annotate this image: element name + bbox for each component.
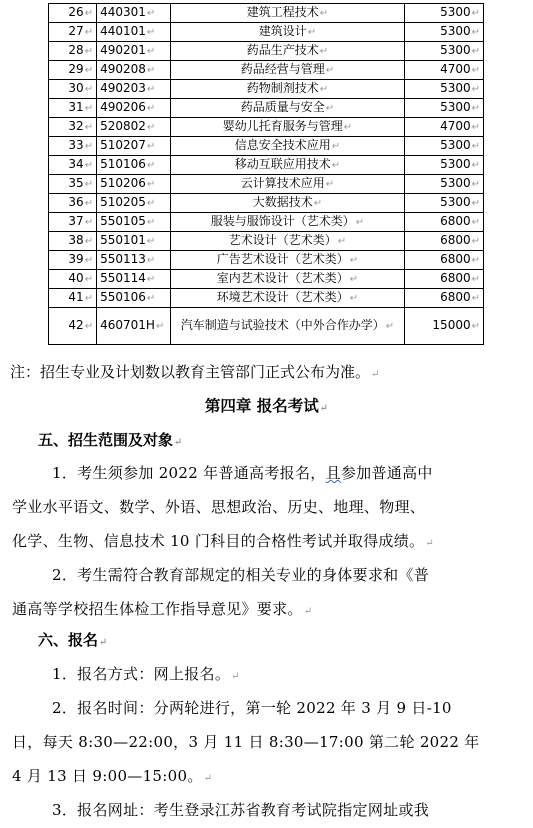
paragraph-line: 2．报名时间：分两轮进行，第一轮 2022 年 3 月 9 日-10 xyxy=(52,699,452,717)
major-code-cell xyxy=(97,61,171,80)
row-number-cell-text: 33 xyxy=(68,138,84,152)
major-code-cell xyxy=(97,137,171,156)
major-name-cell-text: 云计算技术应用 xyxy=(240,176,325,190)
table-row xyxy=(49,61,484,80)
major-code-cell xyxy=(97,80,171,99)
row-number-cell xyxy=(49,308,97,345)
table-row xyxy=(49,80,484,99)
major-name-cell-text: 环境艺术设计（艺术类） xyxy=(216,290,349,304)
paragraph-mark: ↵ xyxy=(471,27,480,38)
tuition-cell-text: 6800 xyxy=(440,233,471,247)
major-name-cell xyxy=(170,80,404,99)
tuition-cell xyxy=(405,289,484,308)
paragraph-mark: ↵ xyxy=(349,255,359,266)
paragraph-mark: ↵ xyxy=(471,84,480,95)
major-code-cell xyxy=(97,4,171,23)
major-code-cell-text: 460701H xyxy=(100,318,155,332)
tuition-cell-text: 5300 xyxy=(440,176,471,190)
row-number-cell xyxy=(49,118,97,137)
paragraph-mark: ↵ xyxy=(84,321,94,332)
row-number-cell xyxy=(49,23,97,42)
paragraph-mark: ↵ xyxy=(331,141,341,152)
paragraph-mark: ↵ xyxy=(313,198,323,209)
major-name-cell-text: 艺术设计（艺术类） xyxy=(228,233,337,247)
tuition-cell xyxy=(405,270,484,289)
paragraph-mark: ↵ xyxy=(146,65,156,76)
paragraph-mark: ↵ xyxy=(146,179,156,190)
paragraph-mark: ↵ xyxy=(471,217,480,228)
table-row xyxy=(49,175,484,194)
table-row xyxy=(49,289,484,308)
enrollment-plan-table xyxy=(48,3,484,345)
table-body xyxy=(49,4,484,345)
paragraph-mark: ↵ xyxy=(471,122,480,133)
major-code-cell xyxy=(97,270,171,289)
row-number-cell-text: 39 xyxy=(68,252,84,266)
row-number-cell xyxy=(49,80,97,99)
tuition-cell xyxy=(405,156,484,175)
paragraph-line: 1．报名方式：网上报名。↵ xyxy=(52,665,240,683)
note-paragraph: 注：招生专业及计划数以教育主管部门正式公布为准。↵ xyxy=(10,363,380,381)
major-name-cell xyxy=(170,175,404,194)
paragraph-mark: ↵ xyxy=(337,236,347,247)
paragraph-line: 2．考生需符合教育部规定的相关专业的身体要求和《普 xyxy=(52,566,430,584)
tuition-cell-text: 5300 xyxy=(440,43,471,57)
row-number-cell-text: 28 xyxy=(68,43,84,57)
major-code-cell xyxy=(97,118,171,137)
major-name-cell xyxy=(170,232,404,251)
paragraph-mark: ↵ xyxy=(471,198,480,209)
table-row xyxy=(49,251,484,270)
paragraph-mark: ↵ xyxy=(471,141,480,152)
tuition-cell xyxy=(405,232,484,251)
paragraph-mark: ↵ xyxy=(146,46,156,57)
major-name-cell xyxy=(170,137,404,156)
tuition-cell xyxy=(405,251,484,270)
tuition-cell xyxy=(405,42,484,61)
table-row xyxy=(49,99,484,118)
tuition-cell-text: 4700 xyxy=(440,119,471,133)
major-name-cell-text: 服装与服饰设计（艺术类） xyxy=(210,214,355,228)
row-number-cell-text: 36 xyxy=(68,195,84,209)
tuition-cell xyxy=(405,61,484,80)
paragraph-mark: ↵ xyxy=(319,84,329,95)
tuition-cell xyxy=(405,99,484,118)
major-name-cell-text: 汽车制造与试验技术（中外合作办学） xyxy=(180,318,385,332)
major-name-cell xyxy=(170,61,404,80)
major-name-cell-text: 移动互联应用技术 xyxy=(234,157,331,171)
paragraph-line: 4 月 13 日 9:00—15:00。↵ xyxy=(12,767,213,785)
major-code-cell-text: 490203 xyxy=(100,81,146,95)
paragraph-mark: ↵ xyxy=(155,321,165,332)
table-row xyxy=(49,42,484,61)
major-code-cell-text: 510207 xyxy=(100,138,146,152)
row-number-cell xyxy=(49,213,97,232)
paragraph-mark: ↵ xyxy=(84,27,94,38)
paragraph-mark: ↵ xyxy=(84,122,94,133)
tuition-cell xyxy=(405,308,484,345)
paragraph-line: 学业水平语文、数学、外语、思想政治、历史、地理、物理、 xyxy=(12,498,426,516)
paragraph-mark: ↵ xyxy=(471,46,480,57)
paragraph-mark: ↵ xyxy=(349,274,359,285)
major-code-cell xyxy=(97,194,171,213)
major-name-cell-text: 大数据技术 xyxy=(252,195,313,209)
table-row xyxy=(49,232,484,251)
major-name-cell-text: 药品经营与管理 xyxy=(240,62,325,76)
major-name-cell-text: 信息安全技术应用 xyxy=(234,138,331,152)
major-code-cell xyxy=(97,308,171,345)
table-row xyxy=(49,118,484,137)
major-code-cell xyxy=(97,232,171,251)
row-number-cell-text: 41 xyxy=(68,290,84,304)
major-code-cell-text: 490208 xyxy=(100,62,146,76)
table-row xyxy=(49,156,484,175)
paragraph-line: 3．报名网址：考生登录江苏省教育考试院指定网址或我 xyxy=(52,801,430,819)
paragraph-mark: ↵ xyxy=(471,236,480,247)
major-name-cell xyxy=(170,42,404,61)
table-row xyxy=(49,213,484,232)
major-code-cell xyxy=(97,23,171,42)
section-heading-scope: 五、招生范围及对象↵ xyxy=(38,431,183,449)
paragraph-mark: ↵ xyxy=(84,179,94,190)
tuition-cell-text: 6800 xyxy=(440,214,471,228)
table-row xyxy=(49,137,484,156)
paragraph-mark: ↵ xyxy=(349,293,359,304)
row-number-cell xyxy=(49,61,97,80)
row-number-cell-text: 29 xyxy=(68,62,84,76)
major-code-cell xyxy=(97,251,171,270)
paragraph-mark: ↵ xyxy=(84,46,94,57)
paragraph-mark: ↵ xyxy=(471,8,480,19)
table-row xyxy=(49,4,484,23)
paragraph-mark: ↵ xyxy=(84,274,94,285)
major-code-cell-text: 440301 xyxy=(100,5,146,19)
table-row xyxy=(49,270,484,289)
paragraph-mark: ↵ xyxy=(471,293,480,304)
row-number-cell-text: 40 xyxy=(68,271,84,285)
major-name-cell-text: 药物制剂技术 xyxy=(246,81,319,95)
row-number-cell xyxy=(49,194,97,213)
major-code-cell-text: 510206 xyxy=(100,176,146,190)
paragraph-mark: ↵ xyxy=(319,46,329,57)
paragraph-mark: ↵ xyxy=(331,160,341,171)
major-code-cell-text: 550105 xyxy=(100,214,146,228)
major-name-cell-text: 建筑设计 xyxy=(258,24,307,38)
major-code-cell xyxy=(97,289,171,308)
tuition-cell-text: 4700 xyxy=(440,62,471,76)
major-name-cell xyxy=(170,213,404,232)
major-code-cell xyxy=(97,42,171,61)
major-code-cell xyxy=(97,213,171,232)
paragraph-line: 1．考生须参加 2022 年普通高考报名，且参加普通高中 xyxy=(52,464,433,482)
paragraph-mark: ↵ xyxy=(471,103,480,114)
tuition-cell xyxy=(405,137,484,156)
section-heading-registration: 六、报名↵ xyxy=(38,631,108,649)
major-code-cell xyxy=(97,156,171,175)
paragraph-mark: ↵ xyxy=(146,27,156,38)
row-number-cell xyxy=(49,4,97,23)
tuition-cell-text: 6800 xyxy=(440,271,471,285)
major-name-cell xyxy=(170,99,404,118)
tuition-cell xyxy=(405,213,484,232)
row-number-cell-text: 37 xyxy=(68,214,84,228)
chapter-title: 第四章 报名考试↵ xyxy=(204,396,329,415)
paragraph-mark: ↵ xyxy=(146,103,156,114)
paragraph-mark: ↵ xyxy=(343,122,353,133)
major-code-cell-text: 510205 xyxy=(100,195,146,209)
paragraph-line: 通高等学校招生体检工作指导意见》要求。↵ xyxy=(12,600,313,618)
table-row xyxy=(49,194,484,213)
paragraph-mark: ↵ xyxy=(146,122,156,133)
row-number-cell xyxy=(49,251,97,270)
major-code-cell xyxy=(97,175,171,194)
paragraph-mark: ↵ xyxy=(146,274,156,285)
major-name-cell xyxy=(170,308,404,345)
major-name-cell xyxy=(170,251,404,270)
row-number-cell xyxy=(49,175,97,194)
row-number-cell xyxy=(49,156,97,175)
tuition-cell-text: 5300 xyxy=(440,157,471,171)
major-name-cell-text: 婴幼儿托育服务与管理 xyxy=(222,119,343,133)
row-number-cell-text: 34 xyxy=(68,157,84,171)
major-code-cell-text: 550113 xyxy=(100,252,146,266)
tuition-cell xyxy=(405,23,484,42)
tuition-cell xyxy=(405,80,484,99)
row-number-cell xyxy=(49,137,97,156)
paragraph-mark: ↵ xyxy=(84,293,94,304)
paragraph-mark: ↵ xyxy=(325,103,335,114)
tuition-cell-text: 6800 xyxy=(440,252,471,266)
paragraph-mark: ↵ xyxy=(319,8,329,19)
major-name-cell-text: 广告艺术设计（艺术类） xyxy=(216,252,349,266)
row-number-cell-text: 35 xyxy=(68,176,84,190)
tuition-cell-text: 15000 xyxy=(432,318,471,332)
paragraph-mark: ↵ xyxy=(146,8,156,19)
row-number-cell-text: 27 xyxy=(68,24,84,38)
paragraph-mark: ↵ xyxy=(84,103,94,114)
tuition-cell-text: 5300 xyxy=(440,100,471,114)
major-name-cell xyxy=(170,4,404,23)
paragraph-mark: ↵ xyxy=(146,217,156,228)
tuition-cell xyxy=(405,194,484,213)
paragraph-mark: ↵ xyxy=(84,160,94,171)
paragraph-mark: ↵ xyxy=(471,160,480,171)
major-code-cell-text: 550101 xyxy=(100,233,146,247)
paragraph-mark: ↵ xyxy=(325,179,335,190)
major-name-cell xyxy=(170,23,404,42)
paragraph-mark: ↵ xyxy=(471,274,480,285)
tuition-cell xyxy=(405,175,484,194)
major-name-cell-text: 建筑工程技术 xyxy=(246,5,319,19)
tuition-cell-text: 5300 xyxy=(440,5,471,19)
major-name-cell-text: 室内艺术设计（艺术类） xyxy=(216,271,349,285)
row-number-cell xyxy=(49,99,97,118)
major-name-cell xyxy=(170,270,404,289)
row-number-cell xyxy=(49,42,97,61)
major-code-cell-text: 490201 xyxy=(100,43,146,57)
paragraph-mark: ↵ xyxy=(146,160,156,171)
row-number-cell-text: 30 xyxy=(68,81,84,95)
paragraph-mark: ↵ xyxy=(146,84,156,95)
paragraph-mark: ↵ xyxy=(471,179,480,190)
major-name-cell xyxy=(170,194,404,213)
paragraph-mark: ↵ xyxy=(84,65,94,76)
paragraph-mark: ↵ xyxy=(84,198,94,209)
major-name-cell xyxy=(170,289,404,308)
paragraph-mark: ↵ xyxy=(146,293,156,304)
paragraph-line: 日，每天 8:30—22:00，3 月 11 日 8:30—17:00 第二轮 2022 年 xyxy=(12,733,480,751)
row-number-cell xyxy=(49,289,97,308)
paragraph-mark: ↵ xyxy=(146,255,156,266)
table-row xyxy=(49,308,484,345)
paragraph-mark: ↵ xyxy=(385,321,395,332)
paragraph-mark: ↵ xyxy=(84,84,94,95)
paragraph-mark: ↵ xyxy=(84,141,94,152)
paragraph-mark: ↵ xyxy=(146,236,156,247)
major-code-cell-text: 550106 xyxy=(100,290,146,304)
paragraph-mark: ↵ xyxy=(84,217,94,228)
paragraph-mark: ↵ xyxy=(471,65,480,76)
major-code-cell xyxy=(97,99,171,118)
tuition-cell-text: 5300 xyxy=(440,81,471,95)
major-code-cell-text: 510106 xyxy=(100,157,146,171)
paragraph-mark: ↵ xyxy=(307,27,317,38)
paragraph-mark: ↵ xyxy=(84,236,94,247)
paragraph-mark: ↵ xyxy=(471,255,480,266)
major-code-cell-text: 550114 xyxy=(100,271,146,285)
row-number-cell-text: 26 xyxy=(68,5,84,19)
tuition-cell-text: 5300 xyxy=(440,24,471,38)
tuition-cell-text: 5300 xyxy=(440,195,471,209)
row-number-cell-text: 32 xyxy=(68,119,84,133)
tuition-cell xyxy=(405,4,484,23)
major-code-cell-text: 520802 xyxy=(100,119,146,133)
paragraph-mark: ↵ xyxy=(84,255,94,266)
paragraph-line: 化学、生物、信息技术 10 门科目的合格性考试并取得成绩。↵ xyxy=(12,532,435,550)
paragraph-mark: ↵ xyxy=(325,65,335,76)
paragraph-mark: ↵ xyxy=(355,217,365,228)
row-number-cell-text: 31 xyxy=(68,100,84,114)
tuition-cell xyxy=(405,118,484,137)
paragraph-mark: ↵ xyxy=(84,8,94,19)
tuition-cell-text: 5300 xyxy=(440,138,471,152)
major-name-cell xyxy=(170,118,404,137)
tuition-cell-text: 6800 xyxy=(440,290,471,304)
major-code-cell-text: 490206 xyxy=(100,100,146,114)
paragraph-mark: ↵ xyxy=(146,141,156,152)
table-row xyxy=(49,23,484,42)
paragraph-mark: ↵ xyxy=(146,198,156,209)
row-number-cell-text: 38 xyxy=(68,233,84,247)
major-code-cell-text: 440101 xyxy=(100,24,146,38)
row-number-cell xyxy=(49,270,97,289)
paragraph-mark: ↵ xyxy=(471,321,480,332)
row-number-cell-text: 42 xyxy=(68,318,84,332)
major-name-cell-text: 药品质量与安全 xyxy=(240,100,325,114)
major-name-cell-text: 药品生产技术 xyxy=(246,43,319,57)
row-number-cell xyxy=(49,232,97,251)
major-name-cell xyxy=(170,156,404,175)
